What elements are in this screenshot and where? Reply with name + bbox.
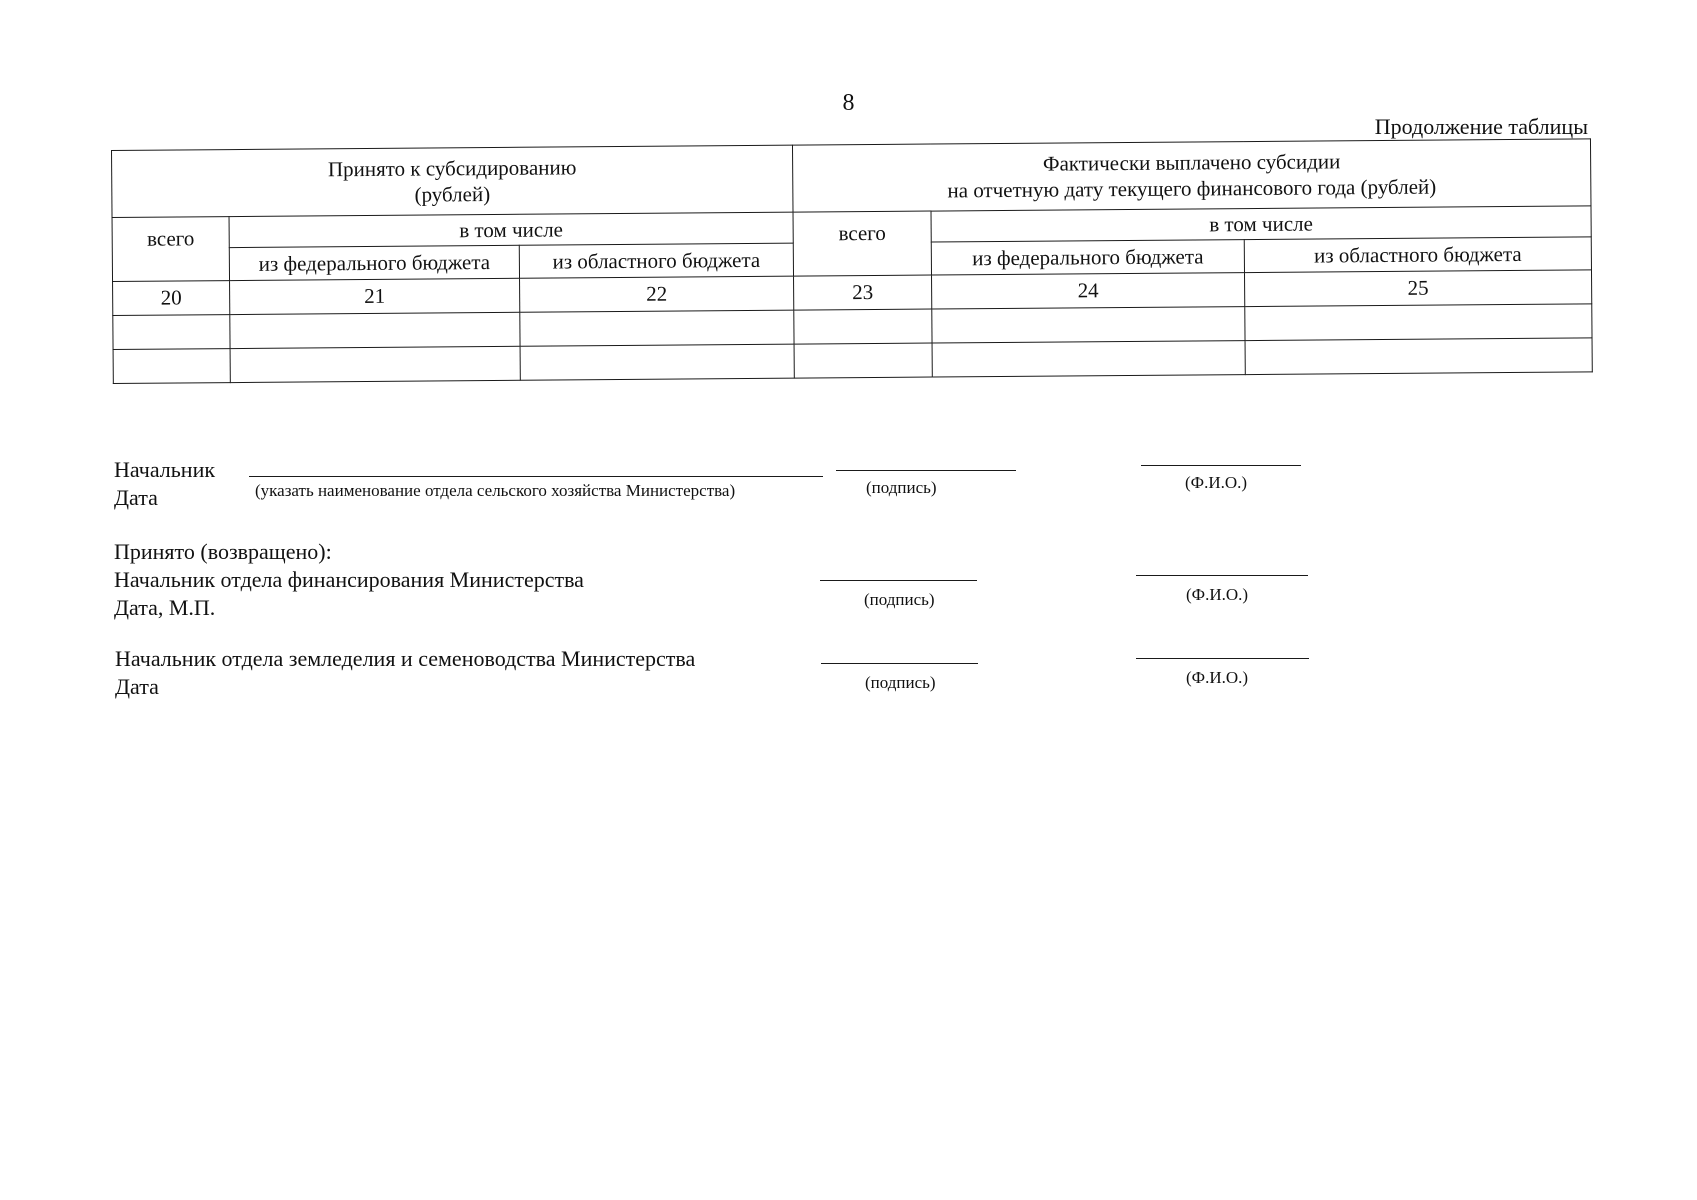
table-cell bbox=[794, 309, 932, 344]
accepted-group-unit: (рублей) bbox=[414, 182, 491, 207]
finance-signature-labels bbox=[114, 538, 584, 622]
accepted-regional-header: из областного бюджета bbox=[519, 243, 793, 278]
paid-including-header: в том числе bbox=[931, 206, 1591, 242]
paid-group-subtitle: на отчетную дату текущего финансового года (рублей) bbox=[947, 174, 1437, 203]
continuation-label: Продолжение таблицы bbox=[1374, 114, 1588, 139]
table-cell bbox=[932, 341, 1245, 377]
column-number: 23 bbox=[794, 275, 932, 310]
table-cell bbox=[113, 315, 230, 350]
column-number: 24 bbox=[932, 273, 1245, 309]
name-line bbox=[1136, 575, 1308, 576]
head-signature-labels bbox=[114, 456, 215, 512]
table-cell bbox=[1245, 338, 1592, 375]
table-cell bbox=[520, 344, 794, 380]
subsidy-table bbox=[111, 138, 1593, 384]
paid-group-title: Фактически выплачено субсидии bbox=[1042, 149, 1341, 176]
accepted-federal-header: из федерального бюджета bbox=[229, 245, 519, 280]
column-number: 25 bbox=[1244, 270, 1591, 307]
signature-hint: (подпись) bbox=[866, 478, 937, 497]
date-stamp-label: Дата, М.П. bbox=[114, 595, 216, 621]
table-cell bbox=[113, 349, 230, 384]
column-number: 20 bbox=[113, 281, 230, 316]
column-number: 21 bbox=[230, 278, 520, 314]
department-hint: (указать наименование отдела сельского хозяйства Министерства) bbox=[255, 481, 736, 500]
signature-hint: (подпись) bbox=[865, 673, 936, 692]
accepted-including-header: в том числе bbox=[229, 212, 793, 247]
name-line bbox=[1136, 658, 1309, 659]
agriculture-signature-labels bbox=[115, 645, 695, 701]
table-cell bbox=[230, 312, 520, 348]
date-label: Дата bbox=[114, 485, 158, 511]
finance-head-label: Начальник отдела финансирования Министерства bbox=[114, 567, 584, 593]
accepted-group-title: Принято к субсидированию bbox=[327, 155, 577, 182]
name-hint: (Ф.И.О.) bbox=[1185, 473, 1248, 492]
table-cell bbox=[230, 346, 520, 382]
paid-group-header bbox=[792, 139, 1591, 212]
agriculture-head-label: Начальник отдела земледелия и семеноводства Министерства bbox=[115, 646, 696, 671]
table-header-row-1 bbox=[112, 139, 1591, 218]
paid-federal-header: из федерального бюджета bbox=[931, 240, 1244, 275]
accepted-group-header bbox=[112, 145, 794, 217]
paid-total-header: всего bbox=[793, 211, 931, 276]
head-label: Начальник bbox=[114, 457, 216, 482]
signature-hint: (подпись) bbox=[864, 590, 935, 609]
date-label: Дата bbox=[115, 674, 159, 700]
name-hint: (Ф.И.О.) bbox=[1186, 585, 1249, 604]
paid-regional-header: из областного бюджета bbox=[1244, 237, 1591, 273]
accepted-label: Принято (возвращено): bbox=[114, 539, 332, 564]
table-cell bbox=[520, 310, 794, 346]
table-cell bbox=[1245, 304, 1592, 341]
signature-line bbox=[820, 580, 977, 581]
table-cell bbox=[932, 307, 1245, 343]
column-number: 22 bbox=[520, 276, 794, 312]
department-line bbox=[249, 476, 823, 477]
signature-line bbox=[836, 470, 1016, 471]
table-cell bbox=[794, 343, 932, 378]
name-line bbox=[1141, 465, 1301, 466]
accepted-total-header: всего bbox=[112, 217, 229, 282]
name-hint: (Ф.И.О.) bbox=[1186, 668, 1249, 687]
page-number: 8 bbox=[842, 90, 855, 116]
signature-line bbox=[821, 663, 978, 664]
